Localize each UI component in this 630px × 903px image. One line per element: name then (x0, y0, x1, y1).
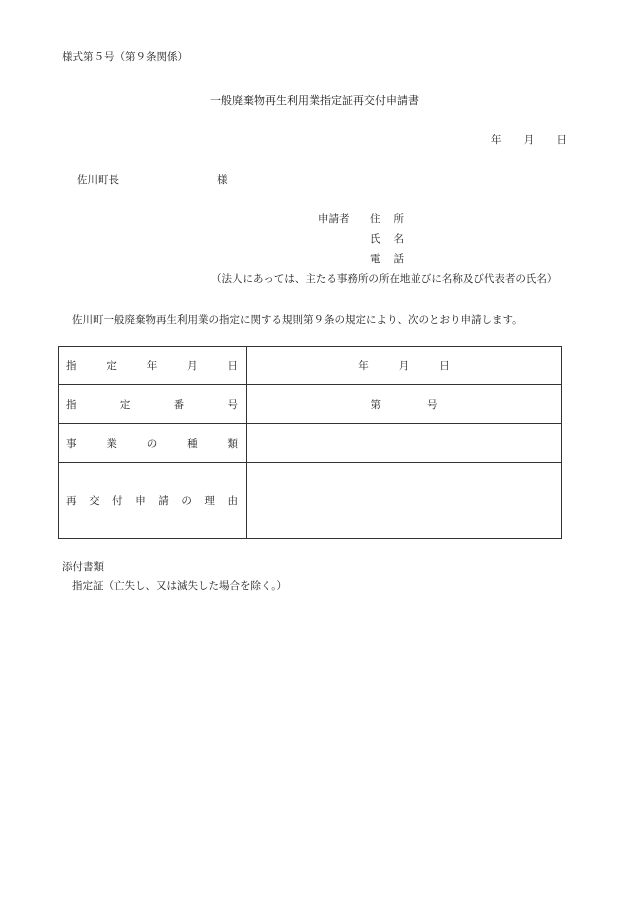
value-business-type[interactable] (247, 424, 562, 463)
application-table (58, 346, 562, 539)
label-business-type: 事 業 の 種 類 (59, 424, 247, 463)
date-day-label: 日 (556, 134, 567, 146)
attachments-item: 指定証（亡失し、又は滅失した場合を除く。） (72, 580, 288, 592)
address-char-1: 住 (370, 213, 381, 225)
label-designation-date: 指 定 年 月 日 (59, 347, 247, 385)
table-row-designation-date (59, 347, 562, 385)
attachments-heading: 添付書類 (62, 561, 104, 573)
applicant-note: （法人にあっては、主たる事務所の所在地並びに名称及び代表者の氏名） (211, 273, 558, 285)
table-row-designation-number (59, 385, 562, 424)
document-title: 一般廃棄物再生利用業指定証再交付申請書 (210, 94, 419, 107)
applicant-address-label (370, 214, 404, 225)
addressee-honorific: 様 (217, 174, 228, 186)
table-row-reissue-reason (59, 463, 562, 539)
addressee-name: 佐川町長 (77, 174, 119, 186)
form-number: 様式第５号（第９条関係） (62, 51, 188, 63)
phone-char-1: 電 (370, 253, 381, 265)
date-line (491, 135, 567, 146)
date-month-label: 月 (523, 134, 535, 146)
value-designation-date: 年 月 日 (247, 347, 562, 385)
table-row-business-type (59, 424, 562, 463)
name-char-1: 氏 (370, 233, 381, 245)
body-text: 佐川町一般廃棄物再生利用業の指定に関する規則第９条の規定により、次のとおり申請します。 (72, 314, 523, 326)
applicant-name-label (370, 234, 404, 245)
applicant-phone-label (370, 254, 404, 265)
value-designation-number: 第 号 (247, 385, 562, 424)
name-char-2: 名 (393, 233, 404, 245)
date-year-label: 年 (491, 134, 502, 146)
address-char-2: 所 (393, 213, 404, 225)
label-reissue-reason: 再 交 付 申 請 の 理 由 (59, 463, 247, 539)
phone-char-2: 話 (393, 253, 404, 265)
value-reissue-reason[interactable] (247, 463, 562, 539)
applicant-label: 申請者 (318, 213, 350, 225)
label-designation-number: 指 定 番 号 (59, 385, 247, 424)
